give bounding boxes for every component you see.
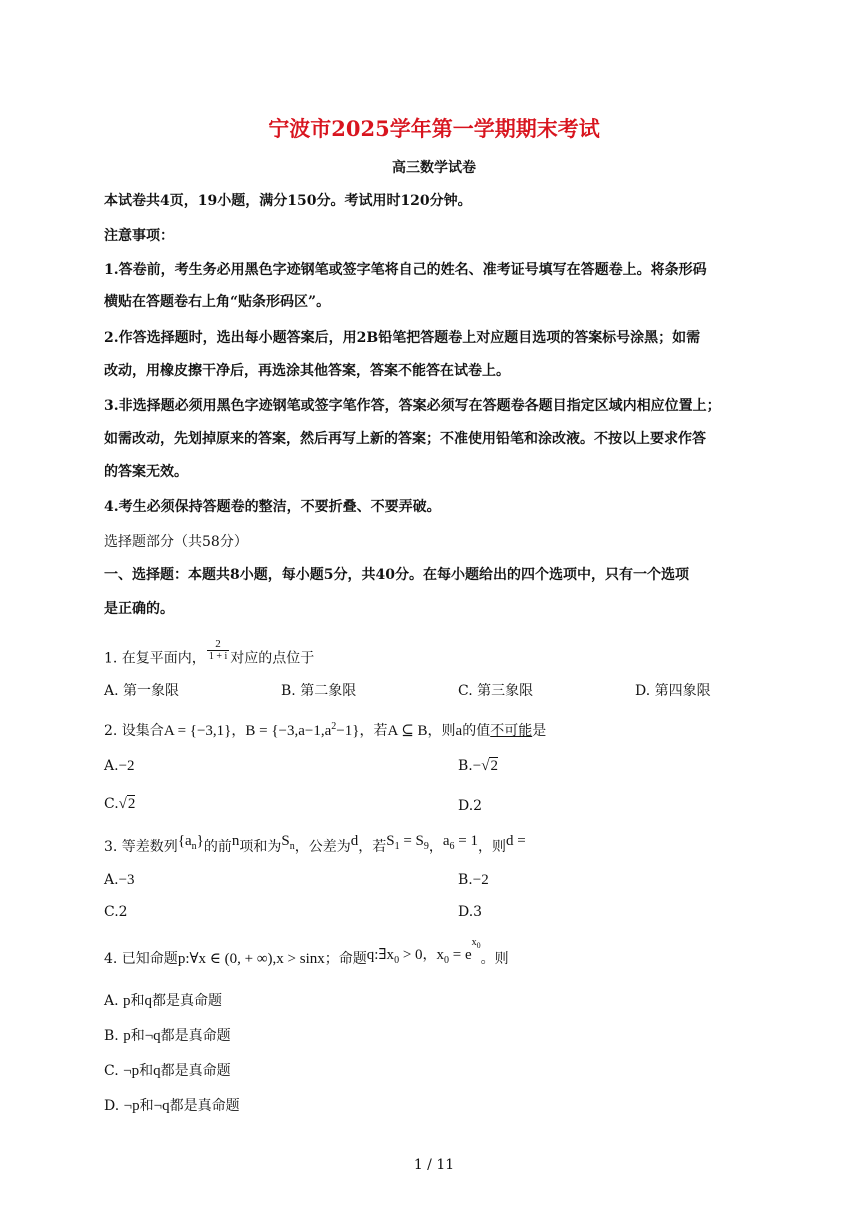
notice-line: 的答案无效。: [104, 464, 188, 480]
q3-cond1-a: S: [386, 833, 395, 849]
notice-line: 2.作答选择题时，选出每小题答案后，用2B铅笔把答题卷上对应题目选项的答案标号涂黑；如需: [104, 330, 701, 346]
q2-text: 的值: [462, 723, 491, 739]
q3-cond2-a: a: [442, 833, 450, 849]
q1-option-d: D. 第四象限: [635, 683, 711, 699]
q2-subset: A ⊆ B: [387, 723, 428, 739]
notice-line: 4.考生必须保持答题卷的整洁，不要折叠、不要弄破。: [104, 499, 441, 515]
q2-opt-b-minus: −: [472, 758, 482, 774]
q3-text: ，公差为: [294, 839, 351, 855]
q2-opt-b-label: B.: [458, 758, 473, 774]
q3-option-a: [104, 872, 135, 889]
q3-seq: [177, 833, 204, 852]
q4-opt-end: 都是真命题: [160, 1028, 231, 1044]
q2-text: 2. 设集合: [104, 723, 164, 739]
q4-option-a: [104, 990, 222, 1010]
q4-text: 。则: [480, 951, 509, 967]
q4-opt-b-term: q: [144, 993, 153, 1009]
q4-opt-label: A.: [104, 993, 124, 1009]
q2-text: ，若: [359, 723, 388, 739]
q3-cond1-a-sub: 1: [394, 841, 400, 852]
q4-q-a-sub: 0: [394, 955, 400, 966]
q4-text: ，: [422, 947, 437, 963]
q4-proposition-q: [366, 947, 423, 966]
q4-option-d: [104, 1095, 240, 1115]
notice-line: 3.非选择题必须用黑色字迹钢笔或签字笔作答，答案必须写在答题卷各题目指定区域内相应位置上；: [104, 398, 721, 414]
q4-option-b: [104, 1025, 231, 1045]
q4-opt-mid: 和: [130, 1028, 145, 1044]
notice-line: 改动，用橡皮擦干净后，再选涂其他答案，答案不能答在试卷上。: [104, 363, 510, 379]
q2-option-a: [104, 758, 135, 775]
q4-opt-label: B.: [104, 1028, 124, 1044]
q4-opt-end: 都是真命题: [160, 1063, 231, 1079]
q2-set-a: A = {−3,1}: [163, 723, 232, 739]
q2-set-b-pre: B = {−3,a−1,a: [245, 723, 332, 739]
q3-cond1-eq: = S: [399, 833, 424, 849]
q2-option-d: D.2: [458, 798, 483, 814]
q1-frac-num: 2: [215, 638, 221, 650]
q4-opt-end: 都是真命题: [152, 993, 223, 1009]
q1-fraction: [207, 638, 229, 663]
question-4: [104, 937, 509, 970]
q3-n: n: [231, 833, 240, 849]
q3-opt-a-label: A.: [104, 872, 119, 888]
q4-q-c: x: [436, 947, 445, 963]
notice-line: 如需改动，先划掉原来的答案，然后再写上新的答案；不准使用铅笔和涂改液。不按以上要求作答: [104, 431, 706, 447]
question-1: [104, 638, 315, 671]
q4-opt-end: 都是真命题: [169, 1098, 240, 1114]
q4-opt-mid: 和: [139, 1098, 154, 1114]
q3-text: 3. 等差数列: [104, 839, 178, 855]
page-number: 1 / 11: [413, 1157, 455, 1173]
question-3: [104, 833, 526, 858]
q3-text: ，若: [358, 839, 387, 855]
q2-set-b-sup: 2: [331, 721, 337, 732]
part-one-line: 是正确的。: [104, 601, 174, 617]
q3-opt-a-val: −3: [118, 872, 135, 888]
q1-option-a: A. 第一象限: [104, 683, 180, 699]
q4-text: ；命题: [324, 951, 367, 967]
q4-exponent: [472, 937, 481, 948]
q4-opt-mid: 和: [139, 1063, 154, 1079]
q2-opt-a-label: A.: [104, 758, 119, 774]
q3-option-b: [458, 872, 489, 889]
q4-q-d: = e: [449, 947, 472, 963]
q2-opt-c-sqrt: √2: [118, 796, 136, 812]
q3-d: d: [350, 833, 359, 849]
q4-q-c-sub: 0: [444, 955, 450, 966]
question-2: [104, 720, 546, 740]
q4-opt-a-term: ¬p: [123, 1098, 140, 1114]
q3-seq-close: }: [196, 833, 204, 849]
q2-opt-b-sqrt: √2: [481, 758, 498, 774]
q1-suffix: 对应的点位于: [230, 650, 315, 667]
notice-heading: 注意事项：: [104, 228, 174, 244]
q4-exp-sub: 0: [476, 941, 481, 950]
q4-opt-mid: 和: [130, 993, 145, 1009]
q2-opt-b-rad: 2: [490, 758, 498, 774]
q4-proposition-p: p:∀x ∈ (0, + ∞),x > sinx: [177, 951, 325, 967]
exam-title: 宁波市2025学年第一学期期末考试: [268, 116, 600, 141]
q3-sum-sub: n: [289, 841, 295, 852]
q3-cond2-sub: 6: [449, 841, 455, 852]
q4-text: 4. 已知命题: [104, 951, 178, 967]
q3-text: 的前: [203, 839, 232, 855]
notice-line: 横贴在答题卷右上角“贴条形码区”。: [104, 294, 331, 310]
q2-opt-a-val: −2: [118, 758, 135, 774]
q2-opt-c-rad: 2: [127, 796, 136, 812]
q2-text: 是: [532, 723, 547, 739]
q1-option-c: C. 第三象限: [458, 683, 534, 699]
q2-var: a: [455, 723, 463, 739]
q2-text: ，: [231, 723, 246, 739]
q4-opt-a-term: p: [123, 993, 131, 1009]
q4-q-b: > 0: [399, 947, 423, 963]
exam-subtitle: 高三数学试卷: [392, 160, 476, 176]
q4-opt-b-term: q: [153, 1063, 161, 1079]
notice-line: 1.答卷前，考生务必用黑色字迹钢笔或签字笔将自己的姓名、准考证号填写在答题卷上。将条形码: [104, 262, 707, 278]
q4-opt-label: C.: [104, 1063, 124, 1079]
q4-opt-a-term: ¬p: [123, 1063, 140, 1079]
q1-frac-den: 1 + i: [208, 651, 228, 662]
q2-opt-c-label: C.: [104, 796, 119, 812]
q4-equation: [436, 937, 481, 966]
q1-prefix: 1. 在复平面内，: [104, 650, 206, 667]
q3-option-c: C.2: [104, 904, 128, 920]
q3-cond1-b-sub: 9: [423, 841, 429, 852]
q3-sum-s: S: [281, 833, 290, 849]
q3-ask: d =: [506, 833, 526, 849]
q3-seq-open: {a: [177, 833, 192, 849]
q3-opt-b-label: B.: [458, 872, 473, 888]
section-heading: 选择题部分（共58分）: [104, 534, 248, 550]
q4-exp-x: x: [471, 937, 477, 948]
q4-opt-label: D.: [104, 1098, 124, 1114]
q4-opt-b-term: ¬q: [153, 1098, 170, 1114]
q2-option-b: [458, 758, 498, 775]
q2-set-b: [245, 723, 359, 739]
intro-text: 本试卷共4页，19小题，满分150分。考试用时120分钟。: [104, 193, 472, 209]
q4-option-c: [104, 1060, 231, 1080]
q2-underline: 不可能: [490, 723, 533, 739]
q2-option-c: [104, 796, 135, 813]
part-one-line: 一、选择题：本题共8小题，每小题5分，共40分。在每小题给出的四个选项中，只有一个选项: [104, 567, 689, 583]
q4-q-a: q:∃x: [366, 947, 395, 963]
q3-cond2-eq: = 1: [454, 833, 479, 849]
q3-seq-sub: n: [191, 841, 197, 852]
q3-option-d: D.3: [458, 904, 483, 920]
q3-opt-b-val: −2: [472, 872, 489, 888]
q3-text: ，: [428, 839, 443, 855]
q3-condition-2: [442, 833, 479, 852]
q4-opt-b-term: ¬q: [144, 1028, 161, 1044]
q2-set-b-post: −1}: [336, 723, 360, 739]
q3-condition-1: [386, 833, 429, 852]
q1-option-b: B. 第二象限: [281, 683, 357, 699]
q3-sum: [281, 833, 295, 852]
q2-text: ，则: [427, 723, 456, 739]
q3-text: ，则: [478, 839, 507, 855]
q4-opt-a-term: p: [123, 1028, 131, 1044]
q3-text: 项和为: [239, 839, 282, 855]
